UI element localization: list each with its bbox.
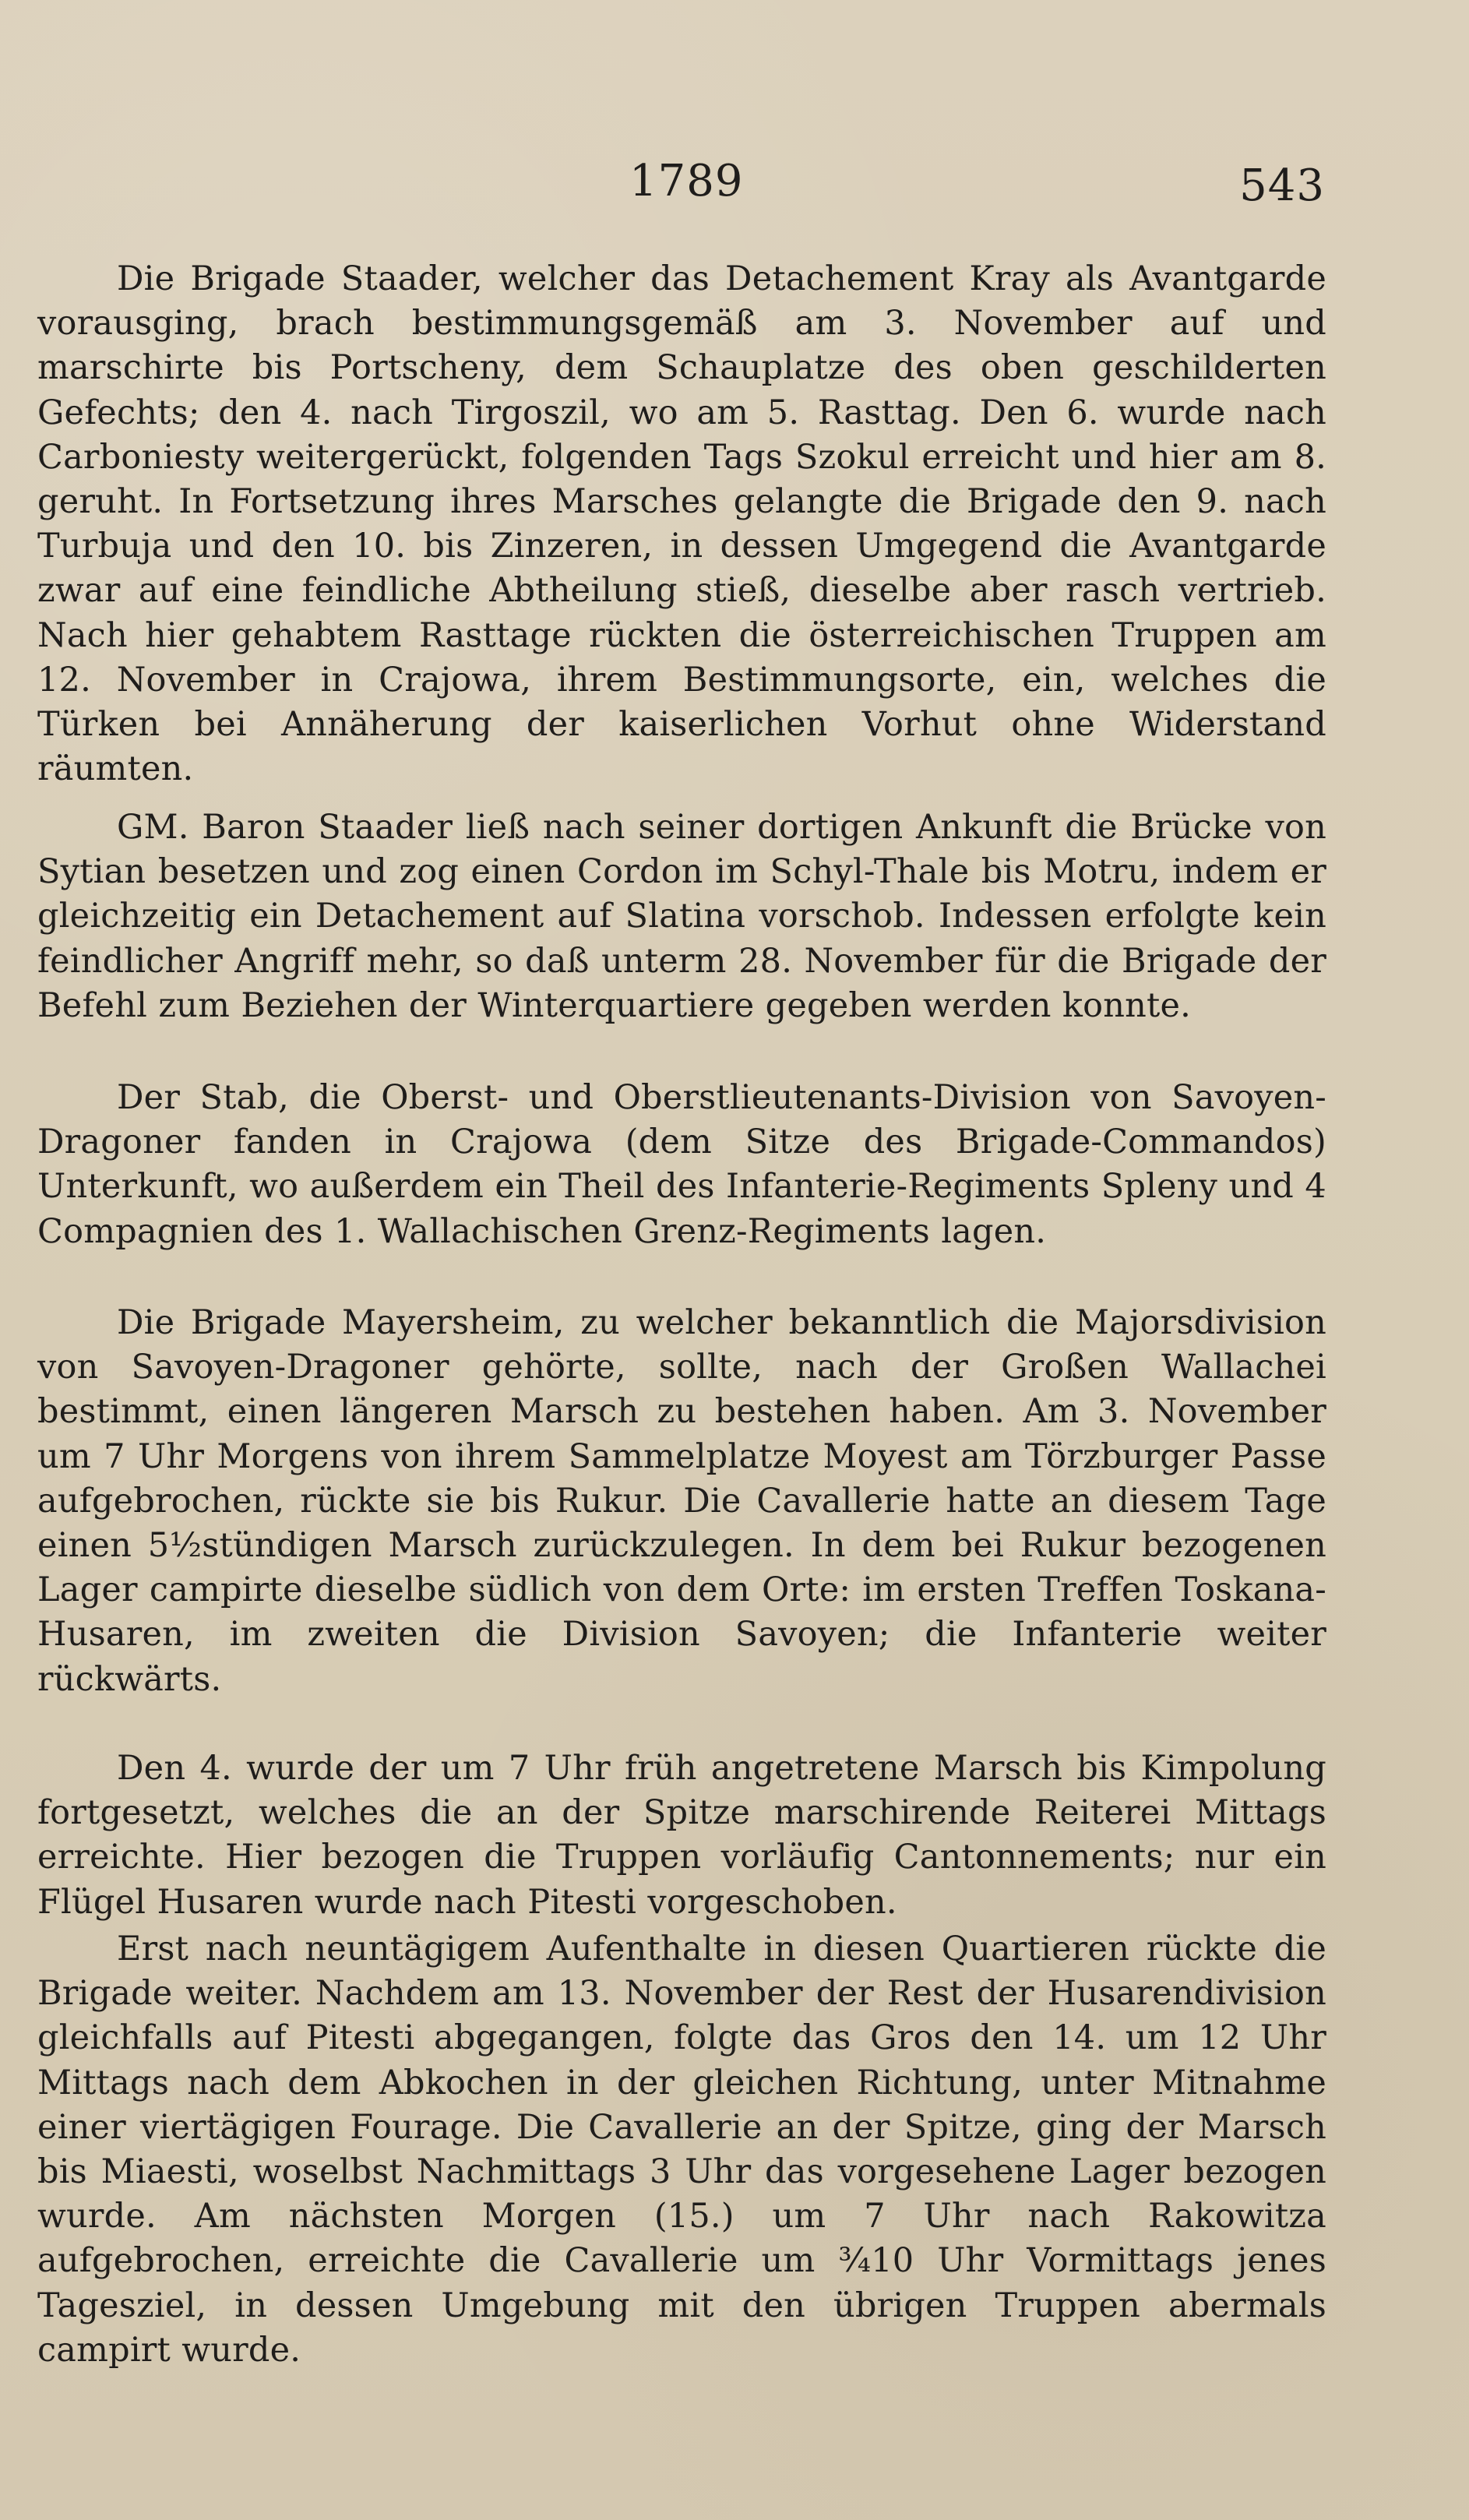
paragraph-text: GM. Baron Staader ließ nach seiner dortigen Ankunft die Brücke von Sytian besetzen und zog einen Cordon im Schyl-Thale bis Motru, indem er gleichzeitig ein Detachement auf Slatina vorschob. Indessen erfolgte kein feindlicher Angriff mehr, so daß unterm 28. November für die Brigade der Befehl zum Beziehen der Winterquartiere gegeben werden konnte. xyxy=(37,808,1326,1025)
paragraph-text: Der Stab, die Oberst- und Oberstlieutenants-Division von Savoyen-Dragoner fanden in Crajowa (dem Sitze des Brigade-Commandos) Unterkunft, wo außerdem ein Theil des Infanterie-Regiments Spleny und 4 Compagnien des 1. Wallachischen Grenz-Regiments lagen. xyxy=(37,1078,1326,1251)
page-year: 1789 xyxy=(629,156,744,206)
paragraph-text: Erst nach neuntägigem Aufenthalte in diesen Quartieren rückte die Brigade weiter. Nachdem am 13. November der Rest der Husarendivision gleichfalls auf Pitesti abgegangen, folgte das Gros den 14. um 12 Uhr Mittags nach dem Abkochen in der gleichen Richtung, unter Mitnahme einer viertägigen Fourage. Die Cavallerie an der Spitze, ging der Marsch bis Miaesti, woselbst Nachmittags 3 Uhr das vorgesehene Lager bezogen wurde. Am nächsten Morgen (15.) um 7 Uhr nach Rakowitza aufgebrochen, erreichte die Cavallerie um ¾10 Uhr Vormittags jenes Tagesziel, in dessen Umgebung mit den übrigen Truppen abermals campirt wurde. xyxy=(37,1930,1326,2370)
paragraph-text: Die Brigade Staader, welcher das Detachement Kray als Avantgarde vorausging, brach bestimmungsgemäß am 3. November auf und marschirte bis Portscheny, dem Schauplatze des oben geschilderten Gefechts; den 4. nach Tirgoszil, wo am 5. Rasttag. Den 6. wurde nach Carboniesty weitergerückt, folgenden Tags Szokul erreicht und hier am 8. geruht. In Fortsetzung ihres Marsches gelangte die Brigade den 9. nach Turbuja und den 10. bis Zinzeren, in dessen Umgegend die Avantgarde zwar auf eine feindliche Abtheilung stieß, dieselbe aber rasch vertrieb. Nach hier gehabtem Rasttage rückten die österreichischen Truppen am 12. November in Crajowa, ihrem Bestimmungsorte, ein, welches die Türken bei Annäherung der kaiserlichen Vorhut ohne Widerstand räumten. xyxy=(37,259,1326,789)
paragraph-5 xyxy=(37,1746,1326,1925)
paragraph-6 xyxy=(37,1927,1326,2373)
page-number: 543 xyxy=(1239,160,1325,211)
paragraph-3 xyxy=(37,1076,1326,1254)
paragraph-1 xyxy=(37,257,1326,791)
page-header xyxy=(0,156,1469,222)
paragraph-text: Den 4. wurde der um 7 Uhr früh angetretene Marsch bis Kimpolung fortgesetzt, welches die an der Spitze marschirende Reiterei Mittags erreichte. Hier bezogen die Truppen vorläufig Cantonnements; nur ein Flügel Husaren wurde nach Pitesti vorgeschoben. xyxy=(37,1749,1326,1922)
paragraph-2 xyxy=(37,805,1326,1028)
paragraph-text: Die Brigade Mayersheim, zu welcher bekanntlich die Majorsdivision von Savoyen-Dragoner gehörte, sollte, nach der Großen Wallachei bestimmt, einen längeren Marsch zu bestehen haben. Am 3. November um 7 Uhr Morgens von ihrem Sammelplatze Moyest am Törzburger Passe aufgebrochen, rückte sie bis Rukur. Die Cavallerie hatte an diesem Tage einen 5½stündigen Marsch zurückzulegen. In dem bei Rukur bezogenen Lager campirte dieselbe südlich von dem Orte: im ersten Treffen Toskana-Husaren, im zweiten die Division Savoyen; die Infanterie weiter rückwärts. xyxy=(37,1303,1326,1699)
paragraph-4 xyxy=(37,1301,1326,1702)
